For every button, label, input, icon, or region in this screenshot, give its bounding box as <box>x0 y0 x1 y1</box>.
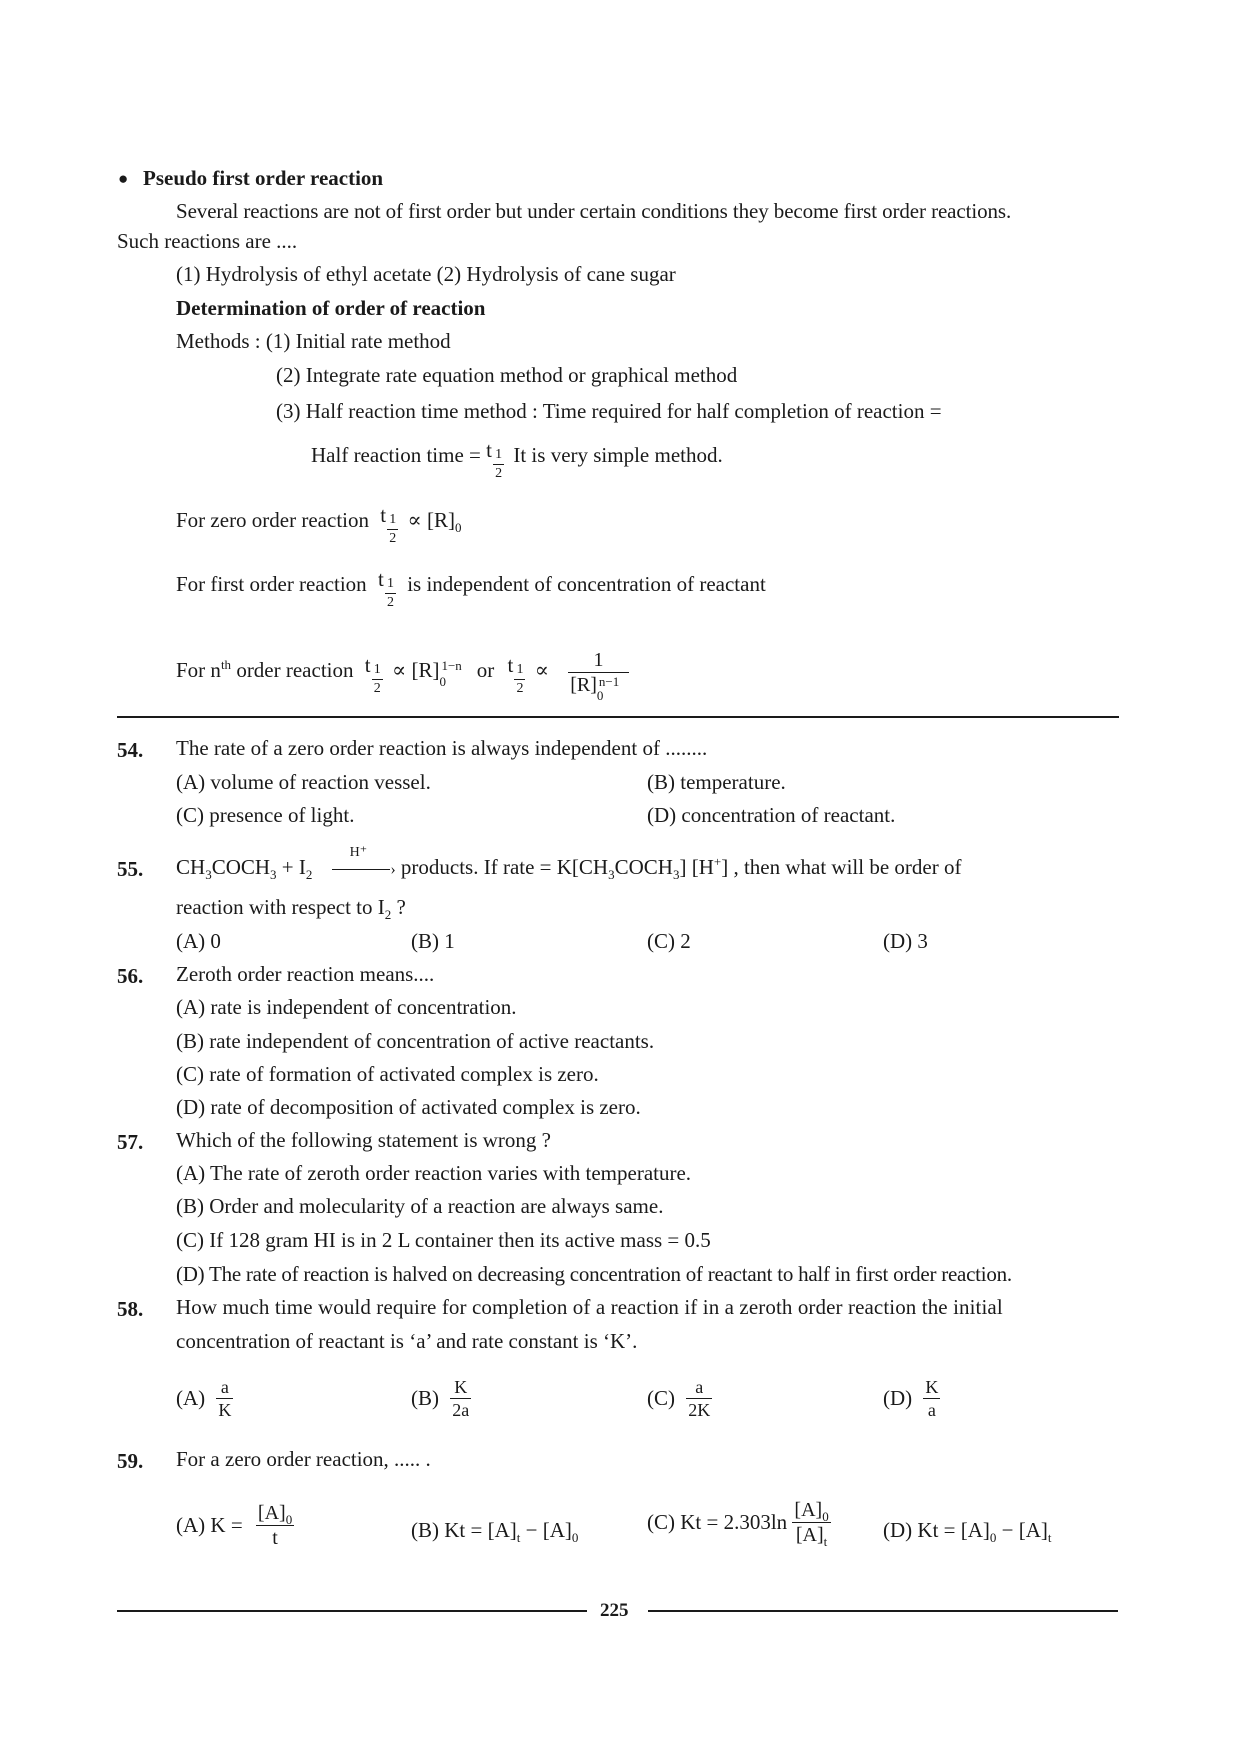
question-59-option-c: (C) Kt = 2.303ln $\frac{[A]_0}{[A]_t}$ <box>647 1499 829 1549</box>
question-56-option-d: (D) rate of decomposition of activated complex is zero. <box>176 1095 641 1119</box>
question-54-option-d: (D) concentration of reactant. <box>647 803 896 827</box>
question-58-option-c: (C) $\frac{a}{2K}$ <box>647 1377 711 1420</box>
t-half-symbol: t $\frac{1}{2}$ <box>486 438 503 481</box>
nth-superscript: th <box>220 657 232 672</box>
first-order-line <box>176 567 766 610</box>
section-heading: Pseudo first order reaction <box>143 166 384 190</box>
question-57-option-d: (D) The rate of reaction is halved on decreasing concentration of reactant to half in first order reaction. <box>176 1262 1012 1286</box>
subheading: Determination of order of reaction <box>176 296 486 320</box>
zero-subscript: 0 <box>454 520 462 536</box>
question-56-number: 56. <box>117 964 144 988</box>
reaction-arrow: H⁺ › <box>332 862 396 876</box>
question-54-option-b: (B) temperature. <box>647 770 786 794</box>
nth-middle: order reaction <box>236 658 354 682</box>
question-57-option-a: (A) The rate of zeroth order reaction varies with temperature. <box>176 1161 692 1185</box>
t-half-symbol: t $\frac{1}{2}$ <box>507 653 524 696</box>
paragraph-line-2: Such reactions are .... <box>117 229 298 253</box>
question-57-text: Which of the following statement is wrong ? <box>176 1128 551 1152</box>
zero-subscript: 0 <box>439 674 446 689</box>
question-54-option-c: (C) presence of light. <box>176 803 355 827</box>
t-half-symbol: t $\frac{1}{2}$ <box>377 567 394 610</box>
examples-line: (1) Hydrolysis of ethyl acetate (2) Hydrolysis of cane sugar <box>176 262 676 286</box>
nth-exponent-1: 1−n <box>441 658 462 673</box>
question-55-option-b: (B) 1 <box>411 929 455 953</box>
method-1: Methods : (1) Initial rate method <box>176 329 451 353</box>
zero-order-line <box>176 503 462 546</box>
question-59-option-b: (B) $Kt = [A]_t - [A]_0$ <box>411 1518 579 1546</box>
question-55-line-2: reaction with respect to $I_2$ ? <box>176 895 406 923</box>
question-56-option-a: (A) rate is independent of concentration. <box>176 995 517 1019</box>
question-55-equation: $CH_3COCH_3 + I_2$ H⁺ › products. If rate = $K[CH_3COCH_3]$ [H+] , then what will be order of <box>176 845 962 883</box>
first-order-suffix: is independent of concentration of reactant <box>407 572 766 596</box>
nth-relation-2: ∝ <box>534 658 549 682</box>
half-time-prefix: Half reaction time = <box>311 443 481 467</box>
question-55-option-c: (C) 2 <box>647 929 691 953</box>
nth-fraction: 1 [R] n−1 0 <box>568 650 629 695</box>
paragraph-line-1: Several reactions are not of first order but under certain conditions they become first order reactions. <box>176 199 1012 223</box>
nth-order-line <box>176 649 629 703</box>
nth-or: or <box>476 658 495 682</box>
nth-prefix: For n <box>176 658 221 682</box>
question-56-option-b: (B) rate independent of concentration of active reactants. <box>176 1029 655 1053</box>
question-55-number: 55. <box>117 857 144 881</box>
question-59-text: For a zero order reaction, ..... . <box>176 1447 431 1471</box>
bullet: ● <box>118 169 129 188</box>
t-half-symbol: t $\frac{1}{2}$ <box>380 503 397 546</box>
question-59-option-d: (D) $Kt = [A]_0 - [A]_t$ <box>883 1518 1052 1546</box>
question-59-option-a: (A) K = $\frac{[A]_0}{t}$ <box>176 1502 293 1549</box>
question-54-text: The rate of a zero order reaction is always independent of ........ <box>176 736 708 760</box>
zero-order-relation: ∝ [R] <box>407 508 455 532</box>
question-58-option-d: (D) $\frac{K}{a}$ <box>883 1377 939 1420</box>
half-reaction-time-line <box>311 438 723 481</box>
first-order-prefix: For first order reaction <box>176 572 367 596</box>
question-59-number: 59. <box>117 1449 144 1473</box>
question-57-option-c: (C) If 128 gram HI is in 2 L container then its active mass = 0.5 <box>176 1228 711 1252</box>
question-58-option-b: (B) $\frac{K}{2a}$ <box>411 1377 470 1420</box>
arrow-label: H⁺ <box>349 845 368 861</box>
question-58-number: 58. <box>117 1297 144 1321</box>
question-58-line-2: concentration of reactant is ‘a’ and rate constant is ‘K’. <box>176 1329 638 1353</box>
question-58-line-1: How much time would require for completion of a reaction if in a zeroth order reaction the initial <box>176 1295 1003 1319</box>
question-58-option-a: (A) $\frac{a}{K}$ <box>176 1377 232 1420</box>
half-time-suffix: It is very simple method. <box>513 443 723 467</box>
method-3: (3) Half reaction time method : Time required for half completion of reaction = <box>276 399 942 423</box>
page-number: 225 <box>600 1600 629 1621</box>
footer-rule-right <box>648 1610 1118 1612</box>
question-54-number: 54. <box>117 738 144 762</box>
question-57-option-b: (B) Order and molecularity of a reaction are always same. <box>176 1194 664 1218</box>
question-56-text: Zeroth order reaction means.... <box>176 962 435 986</box>
question-55-option-d: (D) 3 <box>883 929 928 953</box>
question-55-option-a: (A) 0 <box>176 929 221 953</box>
question-57-number: 57. <box>117 1130 144 1154</box>
zero-order-prefix: For zero order reaction <box>176 508 369 532</box>
question-56-option-c: (C) rate of formation of activated complex is zero. <box>176 1062 599 1086</box>
nth-relation-1: ∝ [R] <box>392 658 440 682</box>
question-54-option-a: (A) volume of reaction vessel. <box>176 770 431 794</box>
t-half-symbol: t $\frac{1}{2}$ <box>364 653 381 696</box>
method-2: (2) Integrate rate equation method or graphical method <box>276 363 738 387</box>
section-divider <box>117 716 1119 718</box>
footer-rule-left <box>117 1610 587 1612</box>
